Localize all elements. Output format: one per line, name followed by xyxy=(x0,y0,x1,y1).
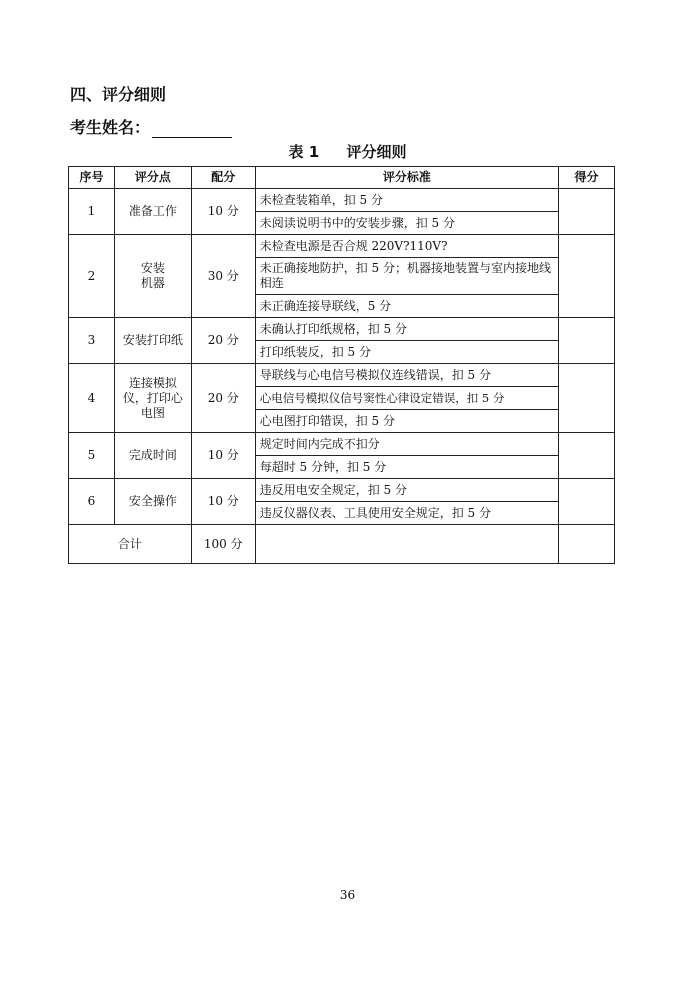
row-point: 安装 机器 xyxy=(114,235,191,318)
row-point: 安全操作 xyxy=(114,479,191,525)
criteria-cell: 未正确接地防护，扣 5 分；机器接地装置与室内接地线相连 xyxy=(255,258,558,295)
page-number: 36 xyxy=(339,888,356,902)
total-row xyxy=(69,525,615,564)
criteria-cell: 心电图打印错误，扣 5 分 xyxy=(255,410,558,433)
row-point: 安装打印纸 xyxy=(114,318,191,364)
criteria-cell: 违反仪器仪表、工具使用安全规定，扣 5 分 xyxy=(255,502,558,525)
row-score: 10 分 xyxy=(191,479,255,525)
score-input-cell xyxy=(559,189,615,235)
total-got-cell xyxy=(559,525,615,564)
row-seq: 4 xyxy=(69,364,115,433)
row-seq: 5 xyxy=(69,433,115,479)
table-header-row xyxy=(69,167,615,189)
row-point: 准备工作 xyxy=(114,189,191,235)
table-row xyxy=(69,235,615,258)
row-point: 完成时间 xyxy=(114,433,191,479)
student-name-row xyxy=(70,115,232,138)
score-input-cell xyxy=(559,318,615,364)
header-criteria: 评分标准 xyxy=(255,167,558,189)
table-name: 评分细则 xyxy=(346,143,407,161)
row-score: 20 分 xyxy=(191,318,255,364)
criteria-cell: 未阅读说明书中的安装步骤，扣 5 分 xyxy=(255,212,558,235)
row-score: 30 分 xyxy=(191,235,255,318)
row-seq: 2 xyxy=(69,235,115,318)
header-got: 得分 xyxy=(559,167,615,189)
table-row xyxy=(69,479,615,502)
criteria-cell: 打印纸装反，扣 5 分 xyxy=(255,341,558,364)
row-seq: 1 xyxy=(69,189,115,235)
row-seq: 3 xyxy=(69,318,115,364)
criteria-cell: 未检查装箱单，扣 5 分 xyxy=(255,189,558,212)
criteria-cell: 规定时间内完成不扣分 xyxy=(255,433,558,456)
header-seq: 序号 xyxy=(69,167,115,189)
table-number: 表 1 xyxy=(288,143,320,161)
table-title xyxy=(0,141,695,162)
table-row xyxy=(69,189,615,212)
score-input-cell xyxy=(559,364,615,433)
criteria-cell: 未确认打印纸规格，扣 5 分 xyxy=(255,318,558,341)
total-label: 合计 xyxy=(69,525,192,564)
row-score: 10 分 xyxy=(191,433,255,479)
table-row xyxy=(69,433,615,456)
header-score: 配分 xyxy=(191,167,255,189)
row-score: 20 分 xyxy=(191,364,255,433)
row-seq: 6 xyxy=(69,479,115,525)
score-input-cell xyxy=(559,235,615,318)
criteria-cell: 未正确连接导联线，5 分 xyxy=(255,295,558,318)
total-criteria-cell xyxy=(255,525,558,564)
criteria-cell: 导联线与心电信号模拟仪连线错误，扣 5 分 xyxy=(255,364,558,387)
criteria-cell: 未检查电源是否合规 220V?110V? xyxy=(255,235,558,258)
score-input-cell xyxy=(559,433,615,479)
row-score: 10 分 xyxy=(191,189,255,235)
scoring-table xyxy=(68,166,615,564)
header-point: 评分点 xyxy=(114,167,191,189)
criteria-cell: 违反用电安全规定，扣 5 分 xyxy=(255,479,558,502)
row-point: 连接模拟仪，打印心电图 xyxy=(114,364,191,433)
student-name-blank xyxy=(152,120,232,138)
section-title: 四、评分细则 xyxy=(70,85,167,104)
table-row xyxy=(69,364,615,387)
table-row xyxy=(69,318,615,341)
criteria-cell: 每超时 5 分钟，扣 5 分 xyxy=(255,456,558,479)
criteria-cell: 心电信号模拟仪信号窦性心律设定错误，扣 5 分 xyxy=(255,387,558,410)
total-score: 100 分 xyxy=(191,525,255,564)
score-input-cell xyxy=(559,479,615,525)
student-name-label: 考生姓名： xyxy=(70,118,151,137)
